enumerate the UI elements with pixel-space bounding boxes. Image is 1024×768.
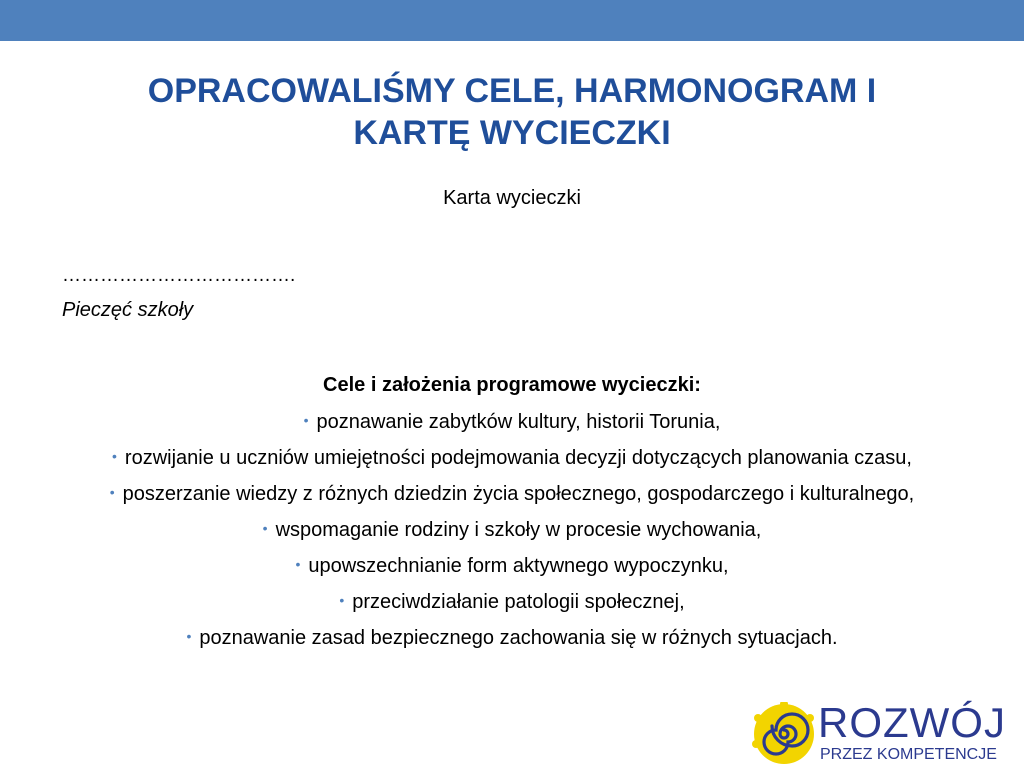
goal-text: poszerzanie wiedzy z różnych dziedzin życia społecznego, gospodarczego i kulturalnego, xyxy=(122,483,915,505)
slide-title-line-2: KARTĘ WYCIECZKI xyxy=(353,114,671,152)
bullet-icon: • xyxy=(112,448,117,464)
goal-item xyxy=(60,480,964,510)
slide-title xyxy=(0,70,1024,154)
top-bar xyxy=(0,0,1024,41)
bullet-icon: • xyxy=(109,484,115,500)
goal-text: poznawanie zasad bezpiecznego zachowania się w różnych sytuacjach. xyxy=(199,627,838,649)
goal-item xyxy=(60,444,964,474)
goal-text: rozwijanie u uczniów umiejętności podejmowania decyzji dotyczących planowania czasu, xyxy=(124,447,912,469)
goal-item xyxy=(60,516,964,546)
bullet-icon: • xyxy=(303,412,309,428)
bullet-icon: • xyxy=(295,556,301,572)
logo-main-text: ROZWÓJ xyxy=(818,699,1006,746)
goal-item xyxy=(60,624,964,654)
school-stamp-label: Pieczęć szkoły xyxy=(62,299,194,321)
slide-title-line-1: OPRACOWALIŚMY CELE, HARMONOGRAM I xyxy=(147,72,877,110)
goals-list xyxy=(60,408,964,660)
goal-text: wspomaganie rodziny i szkoły w procesie wychowania, xyxy=(275,519,762,541)
rozwoj-logo xyxy=(752,700,1024,768)
slide-subtitle: Karta wycieczki xyxy=(443,187,581,209)
bullet-icon: • xyxy=(339,592,345,608)
goal-text: upowszechnianie form aktywnego wypoczynku, xyxy=(308,555,729,577)
goal-text: poznawanie zabytków kultury, historii Torunia, xyxy=(316,411,721,433)
goal-item xyxy=(60,408,964,438)
bullet-icon: • xyxy=(262,520,268,536)
bullet-icon: • xyxy=(186,628,192,644)
logo-sub-text: PRZEZ KOMPETENCJE xyxy=(820,746,997,763)
goal-text: przeciwdziałanie patologii społecznej, xyxy=(352,591,685,613)
spiral-sun-icon xyxy=(752,702,816,766)
goal-item xyxy=(60,552,964,582)
stamp-placeholder-dots: ………………………………. xyxy=(62,265,296,286)
goal-item xyxy=(60,588,964,618)
goals-heading: Cele i założenia programowe wycieczki: xyxy=(323,374,701,396)
